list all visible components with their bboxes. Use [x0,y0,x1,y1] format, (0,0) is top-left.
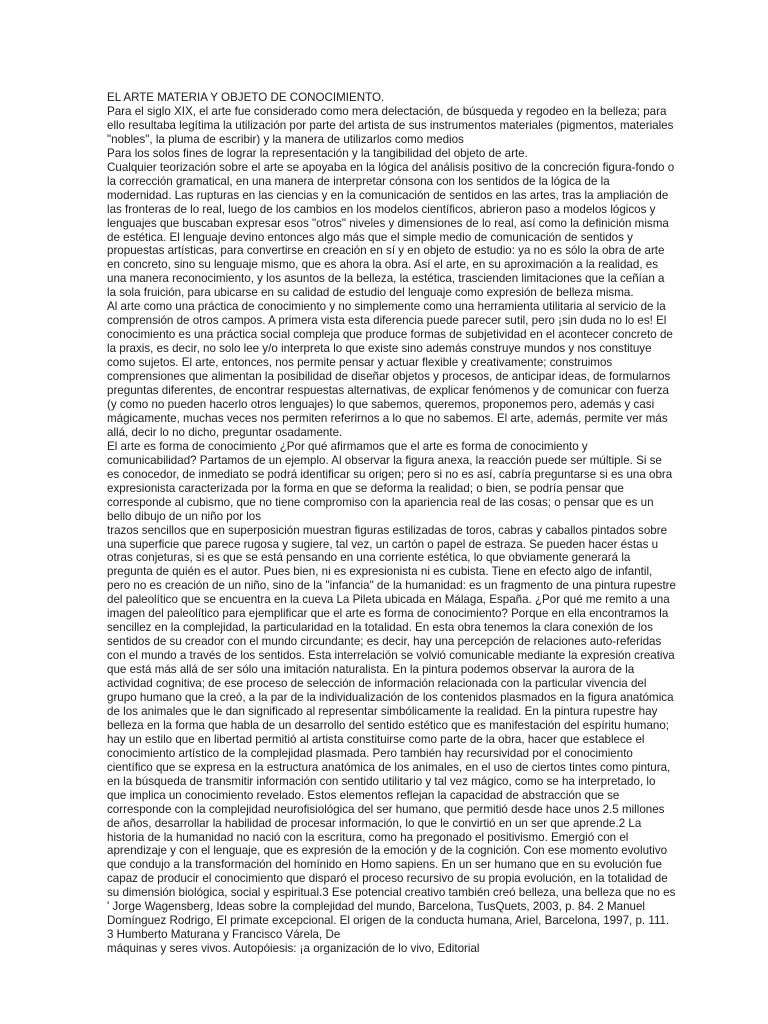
text-line: sencillez en la complejidad, la particularidad en la totalidad. En esta obra tenemos la clara conexión de los [107,621,653,635]
text-line: propuestas artísticas, para convertirse en creación en sí y en objeto de estudio: ya no es sólo la obra de arte [107,244,665,258]
text-line: capaz de producir el conocimiento que disparó el proceso recursivo de su propia evolución, en la totalidad de [107,872,668,886]
text-line: en concreto, sino su lenguaje mismo, que es ahora la obra. Así el arte, en su aproximación a la realidad, es [107,258,659,272]
footnote-line: Domínguez Rodrigo, El primate excepcional. El origen de la conducta humana, Ariel, Barcelona, 1997, p. 111. [107,914,670,928]
text-line: preguntas diferentes, de encontrar respuestas alternativas, de explicar fenómenos y de comunicar con fuerza [107,384,669,398]
text-line: Para el siglo XIX, el arte fue considerado como mera delectación, de búsqueda y regodeo en la belleza; para [107,104,667,118]
text-line: expresionista caracterizada por la forma en que se deforma la realidad; o bien, se podría pensar que [107,481,624,495]
text-line: trazos sencillos que en superposición muestran figuras estilizadas de toros, cabras y caballos pintados sobre [107,523,668,537]
text-line: que condujo a la transformación del homínido en Homo sapiens. En un ser humano que en su evolución fue [107,858,662,872]
text-line: de los animales que le dan significado al representar simbólicamente la realidad. En la pintura rupestre hay [107,704,658,718]
text-line: conocimiento es una práctica social compleja que produce formas de subjetividad en el acontecer concreto de [107,328,673,342]
text-line: que está más allá de ser sólo una imitación naturalista. En la pintura podemos observar la aurora de la [107,663,635,677]
text-line: de estética. El lenguaje devino entonces algo más que el simple medio de comunicación de sentidos y [107,230,633,244]
text-line: la praxis, es decir, no solo lee y/o interpreta lo que existe sino además construye mundos y nos constituye [107,342,652,356]
text-line: del paleolítico que se encuentra en la cueva La Pileta ubicada en Málaga, España. ¿Por qué me remito a una [107,593,670,607]
text-line: El arte es forma de conocimiento ¿Por qué afirmamos que el arte es forma de conocimiento y [107,439,588,453]
text-line: grupo humano que la creó, a la par de la individualización de los contenidos plasmados en la figura anatómica [107,690,674,704]
text-line: que implica un conocimiento revelado. Estos elementos reflejan la capacidad de abstracción que se [107,788,620,802]
text-line: (y como no pueden hacerlo otros lenguajes) lo que sabemos, queremos, proponemos pero, además y casi [107,397,655,411]
text-line: modernidad. Las rupturas en las ciencias y en la comunicación de sentidos en las artes, tras la ampliación de [107,188,669,202]
text-line: su dimensión biológica, social y espiritual.3 Ese potencial creativo también creó belleza, una belleza que no es [107,886,676,900]
text-line: conocimiento artístico de la complejidad plasmada. Pero también hay recursividad por el conocimiento [107,746,633,760]
footnote-line: máquinas y seres vivos. Autopóiesis: ¡a organización de lo vivo, Editorial [107,942,480,956]
text-line: otras conjeturas, si es que se está pensando en una corriente estética, lo que obviamente generará la [107,551,631,565]
text-line: imagen del paleolítico para ejemplificar que el arte es forma de conocimiento? Porque en ella encontramos la [107,607,669,621]
text-line: es conocedor, de inmediato se podrá identificar su origen; pero si no es así, cabría preguntarse si es una obra [107,467,673,481]
text-line: hay un estilo que en libertad permitió al artista constituirse como parte de la obra, hacer que establece el [107,732,645,746]
text-line: sentidos de su creador con el mundo circundante; es decir, hay una percepción de relaciones auto-referidas [107,635,662,649]
text-line: de años, desarrollar la habilidad de procesar información, lo que le convirtió en un ser que aprende.2 La [107,816,642,830]
text-line: una superficie que parece rugosa y sugiere, tal vez, un cartón o papel de estraza. Se pueden hacer éstas u [107,537,659,551]
text-line: una manera reconocimiento, y los asuntos de la belleza, la estética, trascienden limitaciones que la ceñían a [107,272,665,286]
text-line: corresponde con la complejidad neurofisiológica del ser humano, que permitió desde hace unos 2.5 millones [107,802,665,816]
text-line: bello dibujo de un niño por los [107,509,262,523]
text-line: ' Jorge Wagensberg, Ideas sobre la complejidad del mundo, Barcelona, TusQuets, 2003, p. 84. 2 Manuel [107,900,645,914]
text-line: mágicamente, muchas veces nos permiten referirnos a lo que no sabemos. El arte, además, permite ver más [107,411,668,425]
text-line: la sola fruición, para ubicarse en su calidad de estudio del lenguaje como expresión de belleza misma. [107,286,634,300]
text-line: comunicabilidad? Partamos de un ejemplo. Al observar la figura anexa, la reacción puede ser múltiple. Si se [107,453,662,467]
text-line: comprensión de otros campos. A primera vista esta diferencia puede parecer sutil, pero ¡sin duda no lo es! El [107,314,667,328]
text-line: "nobles", la pluma de escribir) y la manera de utilizarlos como medios [107,132,464,146]
text-line: ello resultaba legítima la utilización por parte del artista de sus instrumentos materiales (pigmentos, materiales [107,118,674,132]
text-line: lenguajes que buscaban expresar esos "otros" niveles y dimensiones de lo real, así como la definición misma [107,216,669,230]
text-line: las fronteras de lo real, luego de los cambios en los modelos científicos, abrieron paso a modelos lógicos y [107,202,656,216]
text-line: con el mundo a través de los sentidos. Esta interrelación se volvió comunicable mediante la expresión creativa [107,649,675,663]
text-line: aprendizaje y con el lenguaje, que es expresión de la emoción y de la cognición. Con ese momento evolutivo [107,844,668,858]
document-body [107,91,762,956]
text-line: actividad cognitiva; de ese proceso de selección de información relacionada con la particular vivencia del [107,677,647,691]
text-line: pregunta de quién es el autor. Pues bien, ni es expresionista ni es cubista. Tiene en efecto algo de infantil, [107,565,653,579]
text-line: en la búsqueda de transmitir información con sentido utilitario y tal vez mágico, como se ha interpretado, lo [107,774,656,788]
text-line: científico que se expresa en la estructura anatómica de los animales, en el uso de ciertos tintes como pintura, [107,760,671,774]
document-title: EL ARTE MATERIA Y OBJETO DE CONOCIMIENTO. [107,91,385,104]
text-line: corresponde al cubismo, que no tiene compromiso con la apariencia real de las cosas; o pensar que es un [107,495,654,509]
text-line: comprensiones que alimentan la posibilidad de diseñar objetos y procesos, de anticipar ideas, de formularnos [107,370,671,384]
text-line: la corrección gramatical, en una manera de interpretar cónsona con los sentidos de la lógica de la [107,174,610,188]
text-line: belleza en la forma que habla de un desarrollo del sentido estético que es manifestación del espíritu humano; [107,718,670,732]
text-line: pero no es creación de un niño, sino de la "infancia" de la humanidad: es un fragmento de una pintura rupestre [107,579,676,593]
text-line: allá, decir lo no dicho, preguntar osadamente. [107,425,343,439]
text-line: Para los solos fines de lograr la representación y la tangibilidad del objeto de arte. [107,146,528,160]
text-line: historia de la humanidad no nació con la escritura, como ha pregonado el positivismo. Emergió con el [107,830,629,844]
text-line: Al arte como una práctica de conocimiento y no simplemente como una herramienta utilitaria al servicio de la [107,300,666,314]
text-line: Cualquier teorización sobre el arte se apoyaba en la lógica del análisis positivo de la concreción figura-fondo o [107,160,675,174]
text-line: como sujetos. El arte, entonces, nos permite pensar y actuar flexible y creativamente; construimos [107,356,613,370]
footnote-line: 3 Humberto Maturana y Francisco Várela, De [107,928,341,942]
